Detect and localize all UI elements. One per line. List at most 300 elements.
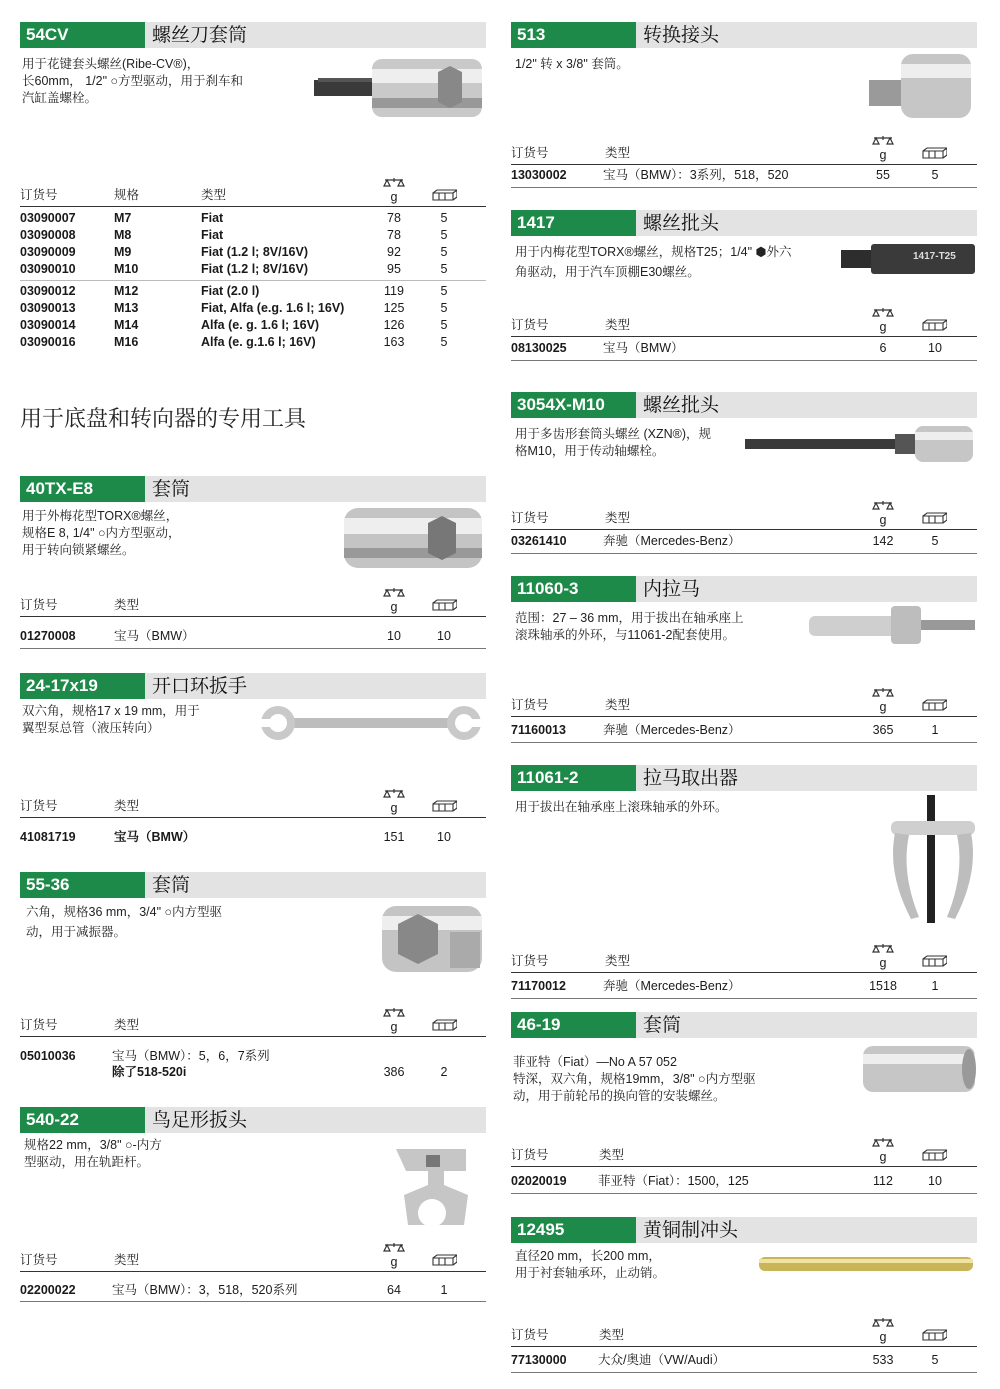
package-icon: [431, 599, 457, 611]
type: 宝马（BMW）：5，6，7系列: [112, 1049, 270, 1063]
product-description: [22, 508, 181, 559]
scale-icon: [871, 134, 895, 148]
package-icon: [921, 512, 947, 524]
section-header: [511, 576, 977, 602]
section-header: [20, 476, 486, 502]
table-row: [20, 261, 486, 278]
weight: 151: [383, 830, 405, 844]
product-title: 转换接头: [643, 25, 720, 46]
col-weight: [868, 499, 898, 527]
col-type: 类型: [599, 1328, 625, 1342]
table-row: [20, 280, 486, 300]
order-no: 05010036: [20, 1049, 76, 1063]
long-bit-image: [745, 424, 975, 464]
col-type: 类型: [114, 1253, 140, 1267]
quantity: 10: [928, 341, 942, 355]
desc-line: 汽缸盖螺栓。: [22, 91, 98, 105]
table-row: [20, 210, 486, 227]
scale-icon: [871, 942, 895, 956]
desc-line: 角驱动，用于汽车顶棚E30螺丝。: [515, 265, 700, 279]
spec: M13: [114, 301, 139, 315]
product-description: [515, 610, 744, 644]
product-description: [515, 56, 629, 73]
table-row: [511, 167, 977, 184]
type: Fiat (1.2 l; 8V/16V): [201, 262, 308, 276]
quantity: 5: [931, 1353, 939, 1367]
product-code: 1417: [511, 210, 636, 236]
product-code: 3054X-M10: [511, 392, 636, 418]
col-weight: [379, 176, 409, 204]
type: Fiat, Alfa (e.g. 1.6 l; 16V): [201, 301, 345, 315]
table-header: [511, 302, 977, 337]
section-3054x-m10: [511, 392, 977, 548]
package-icon: [921, 1329, 947, 1341]
order-no: 03090014: [20, 318, 76, 332]
col-type: 类型: [605, 698, 631, 712]
table-header: [511, 495, 977, 530]
section-54cv: [20, 22, 486, 349]
type: 大众/奥迪（VW/Audi）: [598, 1353, 726, 1367]
weight: 95: [387, 262, 401, 276]
weight-unit: g: [879, 148, 887, 162]
type-note: 除了518-520i: [112, 1065, 187, 1079]
section-55-36: [20, 872, 486, 1079]
table-row: [20, 628, 486, 645]
col-type: 类型: [114, 799, 140, 813]
two-arm-puller-image: [887, 795, 979, 925]
product-code: 55-36: [20, 872, 145, 898]
weight: 533: [872, 1353, 894, 1367]
col-order-no: 订货号: [20, 1253, 58, 1267]
package-icon: [431, 1254, 457, 1266]
product-title: 螺丝批头: [643, 213, 720, 234]
socket-bit-image: [312, 54, 487, 124]
product-title: 套筒: [152, 479, 191, 500]
table-body: [511, 1352, 977, 1369]
type: 奔驰（Mercedes-Benz）: [603, 979, 741, 993]
type: 宝马（BMW）：3系列，518，520: [603, 168, 789, 182]
section-header: [511, 392, 977, 418]
product-title: 开口环扳手: [152, 676, 248, 697]
order-no: 03090012: [20, 284, 76, 298]
table-body: [511, 340, 977, 357]
col-order-no: 订货号: [511, 1148, 549, 1162]
quantity: 5: [440, 284, 448, 298]
table-header: [511, 1132, 977, 1167]
order-no: 03090008: [20, 228, 76, 242]
bit-image: [841, 242, 975, 276]
adapter-image: [863, 50, 975, 122]
col-spec: 规格: [114, 188, 140, 202]
col-weight: [379, 586, 409, 614]
scale-icon: [382, 1006, 406, 1020]
desc-line: 范围：27 – 36 mm，用于拔出在轴承座上: [515, 611, 744, 625]
product-code: 46-19: [511, 1012, 636, 1038]
type: 奔驰（Mercedes-Benz）: [603, 534, 741, 548]
type: Fiat: [201, 228, 224, 242]
product-title: 鸟足形扳头: [152, 1110, 248, 1131]
table-header: [511, 130, 977, 165]
col-order-no: 订货号: [20, 188, 58, 202]
col-order-no: 订货号: [20, 799, 58, 813]
section-11061-2: [511, 765, 977, 993]
section-11060-3: [511, 576, 977, 737]
scale-icon: [382, 787, 406, 801]
table-header: [511, 938, 977, 973]
order-no: 13030002: [511, 168, 567, 182]
desc-line: 格M10，用于传动轴螺栓。: [515, 444, 665, 458]
type: 菲亚特（Fiat）：1500，125: [598, 1174, 749, 1188]
socket-image: [342, 506, 484, 570]
col-type: 类型: [201, 188, 227, 202]
section-header: [20, 1107, 486, 1133]
col-order-no: 订货号: [511, 146, 549, 160]
product-title: 套筒: [152, 875, 191, 896]
quantity: 5: [931, 534, 939, 548]
order-no: 02200022: [20, 1283, 76, 1297]
table-row: [20, 317, 486, 334]
weight: 55: [876, 168, 890, 182]
scale-icon: [871, 686, 895, 700]
table-body: [511, 1173, 977, 1190]
table-body: [511, 167, 977, 184]
table-body: [20, 829, 486, 846]
wrench-image: [258, 703, 484, 743]
table-row: [511, 340, 977, 357]
order-no: 77130000: [511, 1353, 567, 1367]
divider: [511, 1372, 977, 1373]
package-icon: [921, 319, 947, 331]
desc-line: 用于衬套轴承环，止动销。: [515, 1266, 666, 1280]
weight-unit: g: [879, 1330, 887, 1344]
weight: 10: [387, 629, 401, 643]
weight-unit: g: [879, 700, 887, 714]
desc-line: 动，用于减振器。: [26, 925, 127, 939]
desc-line: 六角，规格36 mm，3/4" ○内方型驱: [26, 905, 223, 919]
table-body: [20, 210, 486, 351]
order-no: 08130025: [511, 341, 567, 355]
table-row: [511, 1352, 977, 1369]
weight: 92: [387, 245, 401, 259]
col-type: 类型: [605, 146, 631, 160]
col-order-no: 订货号: [511, 1328, 549, 1342]
col-weight: [868, 686, 898, 714]
scale-icon: [382, 176, 406, 190]
weight: 163: [383, 335, 405, 349]
divider: [511, 742, 977, 743]
section-46-19: [511, 1012, 977, 1188]
col-order-no: 订货号: [511, 698, 549, 712]
col-weight: [868, 134, 898, 162]
table-header: [20, 783, 486, 818]
section-header: [511, 1012, 977, 1038]
product-description: [26, 904, 222, 941]
type: Fiat: [201, 211, 224, 225]
section-513: [511, 22, 977, 182]
product-description: [24, 1137, 162, 1171]
table-row: [511, 978, 977, 995]
product-code: 40TX-E8: [20, 476, 145, 502]
product-description: [515, 426, 711, 460]
col-weight: [868, 942, 898, 970]
section-heading: 用于底盘和转向器的专用工具: [20, 406, 307, 431]
quantity: 5: [440, 301, 448, 315]
table-row: [511, 1173, 977, 1190]
weight-unit: g: [879, 1150, 887, 1164]
col-weight: [868, 306, 898, 334]
weight: 365: [872, 723, 894, 737]
table-body: [511, 533, 977, 550]
col-type: 类型: [599, 1148, 625, 1162]
weight-unit: g: [390, 801, 398, 815]
weight: 64: [387, 1283, 401, 1297]
package-icon: [921, 1149, 947, 1161]
divider: [511, 187, 977, 188]
section-24-17x19: [20, 673, 486, 844]
col-type: 类型: [114, 598, 140, 612]
weight: 1518: [869, 979, 897, 993]
type: 宝马（BMW）: [603, 341, 684, 355]
product-description: [22, 56, 243, 107]
table-body: [20, 1048, 486, 1082]
section-540-22: [20, 1107, 486, 1297]
divider: [511, 998, 977, 999]
col-type: 类型: [605, 954, 631, 968]
package-icon: [431, 800, 457, 812]
product-title: 套筒: [643, 1015, 682, 1036]
bit-label: 1417-T25: [913, 251, 956, 262]
order-no: 03261410: [511, 534, 567, 548]
product-description: [515, 799, 728, 816]
section-header: [511, 1217, 977, 1243]
table-body: [511, 978, 977, 995]
quantity: 2: [440, 1065, 448, 1079]
weight: 6: [879, 341, 887, 355]
brass-drift-image: [757, 1253, 975, 1275]
type: 宝马（BMW）: [114, 629, 195, 643]
divider: [511, 360, 977, 361]
desc-line: 用于转向锁紧螺丝。: [22, 543, 135, 557]
deep-socket-image: [861, 1042, 977, 1096]
type: 奔驰（Mercedes-Benz）: [603, 723, 741, 737]
divider: [511, 1193, 977, 1194]
product-code: 54CV: [20, 22, 145, 48]
weight: 125: [383, 301, 405, 315]
table-body: [511, 722, 977, 739]
product-title: 内拉马: [643, 579, 701, 600]
quantity: 10: [437, 830, 451, 844]
type: 宝马（BMW）：3，518，520系列: [112, 1283, 298, 1297]
desc-line: 双六角，规格17 x 19 mm，用于: [22, 704, 200, 718]
quantity: 1: [440, 1283, 448, 1297]
quantity: 5: [440, 245, 448, 259]
section-header: [511, 22, 977, 48]
desc-line: 用于外梅花型TORX®螺丝，: [22, 509, 179, 523]
order-no: 03090016: [20, 335, 76, 349]
table-row: [20, 1048, 486, 1082]
table-row: [20, 1282, 486, 1299]
spec: M14: [114, 318, 139, 332]
desc-line: 规格E 8, 1/4" ○内方型驱动，: [22, 526, 181, 540]
type: Alfa (e. g.1.6 l; 16V): [201, 335, 316, 349]
table-row: [20, 244, 486, 261]
package-icon: [431, 1019, 457, 1031]
divider: [511, 553, 977, 554]
section-header: [511, 210, 977, 236]
product-description: [515, 244, 791, 281]
inner-puller-image: [805, 602, 977, 650]
product-code: 513: [511, 22, 636, 48]
scale-icon: [871, 499, 895, 513]
table-header: [20, 172, 486, 207]
order-no: 03090007: [20, 211, 76, 225]
desc-line: 用于花键套头螺丝(Ribe-CV®)，: [22, 57, 200, 71]
spec: M12: [114, 284, 139, 298]
section-header: [20, 673, 486, 699]
product-title: 黄铜制冲头: [643, 1220, 739, 1241]
product-code: 11060-3: [511, 576, 636, 602]
desc-line: 1/2" 转 x 3/8" 套筒。: [515, 57, 629, 71]
scale-icon: [871, 306, 895, 320]
weight-unit: g: [390, 600, 398, 614]
desc-line: 动，用于前轮吊的换向管的安装螺丝。: [513, 1089, 726, 1103]
col-weight: [868, 1136, 898, 1164]
product-code: 11061-2: [511, 765, 636, 791]
scale-icon: [382, 586, 406, 600]
table-body: [20, 1282, 486, 1299]
table-header: [511, 1312, 977, 1347]
order-no: 03090013: [20, 301, 76, 315]
product-description: [22, 703, 200, 737]
order-no: 02020019: [511, 1174, 567, 1188]
product-code: 540-22: [20, 1107, 145, 1133]
product-code: 12495: [511, 1217, 636, 1243]
weight-unit: g: [879, 513, 887, 527]
quantity: 5: [440, 211, 448, 225]
desc-line: 长60mm， 1/2" ○方型驱动，用于刹车和: [22, 74, 244, 88]
order-no: 01270008: [20, 629, 76, 643]
col-weight: [868, 1316, 898, 1344]
order-no: 41081719: [20, 830, 76, 844]
col-type: 类型: [605, 318, 631, 332]
order-no: 71160013: [511, 723, 566, 737]
order-no: 71170012: [511, 979, 566, 993]
table-row: [20, 227, 486, 244]
table-row: [511, 533, 977, 550]
quantity: 10: [437, 629, 451, 643]
desc-line: 用于拔出在轴承座上滚珠轴承的外环。: [515, 800, 728, 814]
desc-line: 翼型泵总管（液压转向）: [22, 721, 160, 735]
type: Fiat (1.2 l; 8V/16V): [201, 245, 308, 259]
product-description: [513, 1054, 756, 1105]
col-weight: [379, 1241, 409, 1269]
section-1417: [511, 210, 977, 355]
section-40tx-e8: [20, 476, 486, 643]
section-12495: [511, 1217, 977, 1367]
weight: 78: [387, 211, 401, 225]
weight: 112: [873, 1174, 893, 1188]
col-weight: [379, 1006, 409, 1034]
type: Alfa (e. g. 1.6 l; 16V): [201, 318, 320, 332]
quantity: 1: [931, 723, 939, 737]
col-order-no: 订货号: [511, 511, 549, 525]
table-row: [20, 334, 486, 351]
table-header: [20, 582, 486, 617]
quantity: 1: [931, 979, 939, 993]
weight-unit: g: [879, 956, 887, 970]
weight: 119: [384, 284, 404, 298]
spec: M8: [114, 228, 132, 242]
quantity: 5: [440, 318, 448, 332]
order-no: 03090010: [20, 262, 76, 276]
weight: 126: [383, 318, 405, 332]
type: Fiat (2.0 l): [201, 284, 260, 298]
col-order-no: 订货号: [20, 598, 58, 612]
spec: M10: [114, 262, 139, 276]
desc-line: 特深，双六角，规格19mm，3/8" ○内方型驱: [513, 1072, 756, 1086]
spec: M9: [114, 245, 132, 259]
desc-line: 直径20 mm，长200 mm，: [515, 1249, 661, 1263]
col-type: 类型: [114, 1018, 140, 1032]
col-order-no: 订货号: [511, 318, 549, 332]
order-no: 03090009: [20, 245, 76, 259]
type: 宝马（BMW）: [114, 830, 196, 844]
weight-unit: g: [390, 1020, 398, 1034]
package-icon: [921, 147, 947, 159]
desc-line: 菲亚特（Fiat）—No A 57 052: [513, 1055, 677, 1069]
desc-line: 用于多齿形套筒头螺丝 (XZN®)，规: [515, 427, 712, 441]
desc-line: 滚珠轴承的外环，与11061-2配套使用。: [515, 628, 735, 642]
weight-unit: g: [390, 1255, 398, 1269]
weight-unit: g: [879, 320, 887, 334]
product-description: [515, 1248, 665, 1282]
table-row: [20, 829, 486, 846]
package-icon: [921, 955, 947, 967]
weight: 386: [383, 1065, 405, 1079]
table-header: [20, 1002, 486, 1037]
quantity: 5: [440, 262, 448, 276]
spec: M16: [114, 335, 139, 349]
package-icon: [431, 189, 457, 201]
section-header: [20, 872, 486, 898]
table-row: [20, 300, 486, 317]
quantity: 5: [931, 168, 939, 182]
weight-unit: g: [390, 190, 398, 204]
divider: [20, 1301, 486, 1302]
quantity: 10: [928, 1174, 942, 1188]
table-header: [20, 1237, 486, 1272]
product-title: 螺丝刀套筒: [152, 25, 248, 46]
quantity: 5: [440, 228, 448, 242]
col-weight: [379, 787, 409, 815]
desc-line: 规格22 mm，3/8" ○-内方: [24, 1138, 162, 1152]
scale-icon: [382, 1241, 406, 1255]
spec: M7: [114, 211, 132, 225]
product-code: 24-17x19: [20, 673, 145, 699]
table-body: [20, 628, 486, 645]
package-icon: [921, 699, 947, 711]
table-row: [511, 722, 977, 739]
product-title: 螺丝批头: [643, 395, 720, 416]
section-header: [511, 765, 977, 791]
divider: [20, 648, 486, 649]
quantity: 5: [440, 335, 448, 349]
col-order-no: 订货号: [511, 954, 549, 968]
product-title: 拉马取出器: [643, 768, 739, 789]
crowfoot-wrench-image: [386, 1143, 484, 1231]
table-header: [511, 682, 977, 717]
scale-icon: [871, 1136, 895, 1150]
